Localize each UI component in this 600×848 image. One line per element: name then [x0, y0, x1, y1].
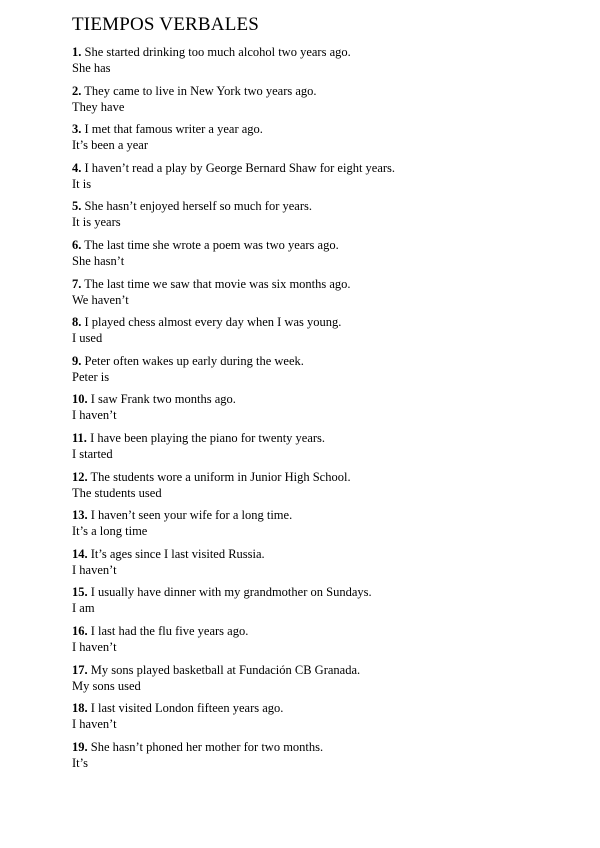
exercise-item [72, 430, 572, 469]
rewrite-prompt: My sons used [72, 678, 141, 693]
exercise-number: 16. [72, 623, 88, 638]
rewrite-prompt: I started [72, 446, 113, 461]
exercise-item [72, 276, 572, 315]
exercise-item [72, 391, 572, 430]
exercise-number: 15. [72, 585, 88, 600]
exercise-sentence-line [72, 314, 572, 330]
rewrite-prompt: They have [72, 99, 125, 114]
exercise-sentence: I met that famous writer a year ago. [84, 122, 263, 137]
exercise-sentence: The last time we saw that movie was six months ago. [84, 276, 351, 291]
exercise-sentence-line [72, 739, 572, 755]
rewrite-prompt: She hasn’t [72, 253, 125, 268]
exercise-sentence: I played chess almost every day when I was young. [84, 315, 342, 330]
exercise-item [72, 739, 572, 778]
exercise-sentence-line [72, 198, 572, 214]
exercise-number: 9. [72, 353, 82, 368]
exercise-sentence: I last visited London fifteen years ago. [90, 701, 284, 716]
exercise-sentence: I haven’t read a play by George Bernard Shaw for eight years. [84, 160, 396, 175]
rewrite-prompt: It’s a long time [72, 524, 148, 539]
exercise-item [72, 237, 572, 276]
exercise-sentence: My sons played basketball at Fundación CB Granada. [90, 662, 361, 677]
exercise-number: 10. [72, 392, 88, 407]
exercise-sentence: Peter often wakes up early during the week. [84, 353, 304, 368]
exercise-sentence: She started drinking too much alcohol two years ago. [84, 45, 351, 59]
rewrite-prompt: I haven’t [72, 408, 117, 423]
exercise-item [72, 83, 572, 122]
exercise-item [72, 546, 572, 585]
exercise-item [72, 469, 572, 508]
exercise-sentence-line [72, 391, 572, 407]
rewrite-prompt: I haven’t [72, 717, 117, 732]
exercise-sentence: I have been playing the piano for twenty years. [90, 430, 326, 445]
exercise-number: 13. [72, 508, 88, 523]
exercise-item [72, 314, 572, 353]
exercise-number: 3. [72, 122, 82, 137]
page-title: TIEMPOS VERBALES [72, 14, 260, 35]
exercise-item [72, 121, 572, 160]
exercise-sentence-line [72, 662, 572, 678]
rewrite-prompt: I haven’t [72, 639, 117, 654]
rewrite-prompt: She has [72, 61, 111, 75]
exercise-number: 11. [72, 430, 87, 445]
exercise-sentence-line [72, 469, 572, 485]
exercise-sentence-line [72, 83, 572, 99]
exercise-item [72, 623, 572, 662]
exercise-item [72, 584, 572, 623]
rewrite-prompt: I used [72, 331, 103, 346]
exercise-sentence-line [72, 430, 572, 446]
exercise-number: 14. [72, 546, 88, 561]
rewrite-prompt: I haven’t [72, 562, 117, 577]
exercise-sentence: I saw Frank two months ago. [90, 392, 236, 407]
exercise-sentence: The last time she wrote a poem was two years ago. [84, 237, 339, 252]
exercise-sentence: I haven’t seen your wife for a long time. [90, 508, 293, 523]
rewrite-prompt: It’s been a year [72, 138, 149, 153]
exercise-sentence-line [72, 160, 572, 176]
exercise-number: 12. [72, 469, 88, 484]
exercise-sentence-line [72, 44, 572, 60]
rewrite-prompt: I am [72, 601, 95, 616]
exercise-sentence-line [72, 700, 572, 716]
exercise-number: 18. [72, 701, 88, 716]
exercise-list [72, 44, 572, 777]
rewrite-prompt: The students used [72, 485, 162, 500]
exercise-number: 17. [72, 662, 88, 677]
exercise-sentence-line [72, 623, 572, 639]
exercise-sentence-line [72, 584, 572, 600]
exercise-sentence-line [72, 507, 572, 523]
exercise-sentence: It’s ages since I last visited Russia. [90, 546, 265, 561]
exercise-number: 8. [72, 315, 82, 330]
exercise-number: 2. [72, 83, 82, 98]
rewrite-prompt: Peter is [72, 369, 110, 384]
exercise-sentence: She hasn’t phoned her mother for two months. [90, 739, 324, 754]
exercise-sentence-line [72, 276, 572, 292]
exercise-sentence: She hasn’t enjoyed herself so much for years. [84, 199, 312, 214]
exercise-item [72, 700, 572, 739]
exercise-sentence-line [72, 121, 572, 137]
exercise-number: 5. [72, 199, 82, 214]
rewrite-prompt: It is years [72, 215, 121, 230]
exercise-item [72, 198, 572, 237]
exercise-item [72, 353, 572, 392]
rewrite-prompt: We haven’t [72, 292, 129, 307]
exercise-sentence: I last had the flu five years ago. [90, 623, 249, 638]
exercise-item [72, 507, 572, 546]
exercise-number: 7. [72, 276, 82, 291]
exercise-sentence-line [72, 353, 572, 369]
exercise-item [72, 44, 572, 83]
exercise-item [72, 662, 572, 701]
rewrite-prompt: It’s [72, 755, 88, 770]
exercise-number: 1. [72, 45, 82, 59]
exercise-sentence-line [72, 546, 572, 562]
exercise-number: 6. [72, 237, 82, 252]
exercise-sentence-line [72, 237, 572, 253]
exercise-number: 19. [72, 739, 88, 754]
rewrite-prompt: It is [72, 176, 92, 191]
exercise-number: 4. [72, 160, 82, 175]
exercise-sentence: They came to live in New York two years ago. [84, 83, 317, 98]
exercise-sentence: I usually have dinner with my grandmother on Sundays. [90, 585, 372, 600]
exercise-sentence: The students wore a uniform in Junior High School. [90, 469, 351, 484]
exercise-item [72, 160, 572, 199]
